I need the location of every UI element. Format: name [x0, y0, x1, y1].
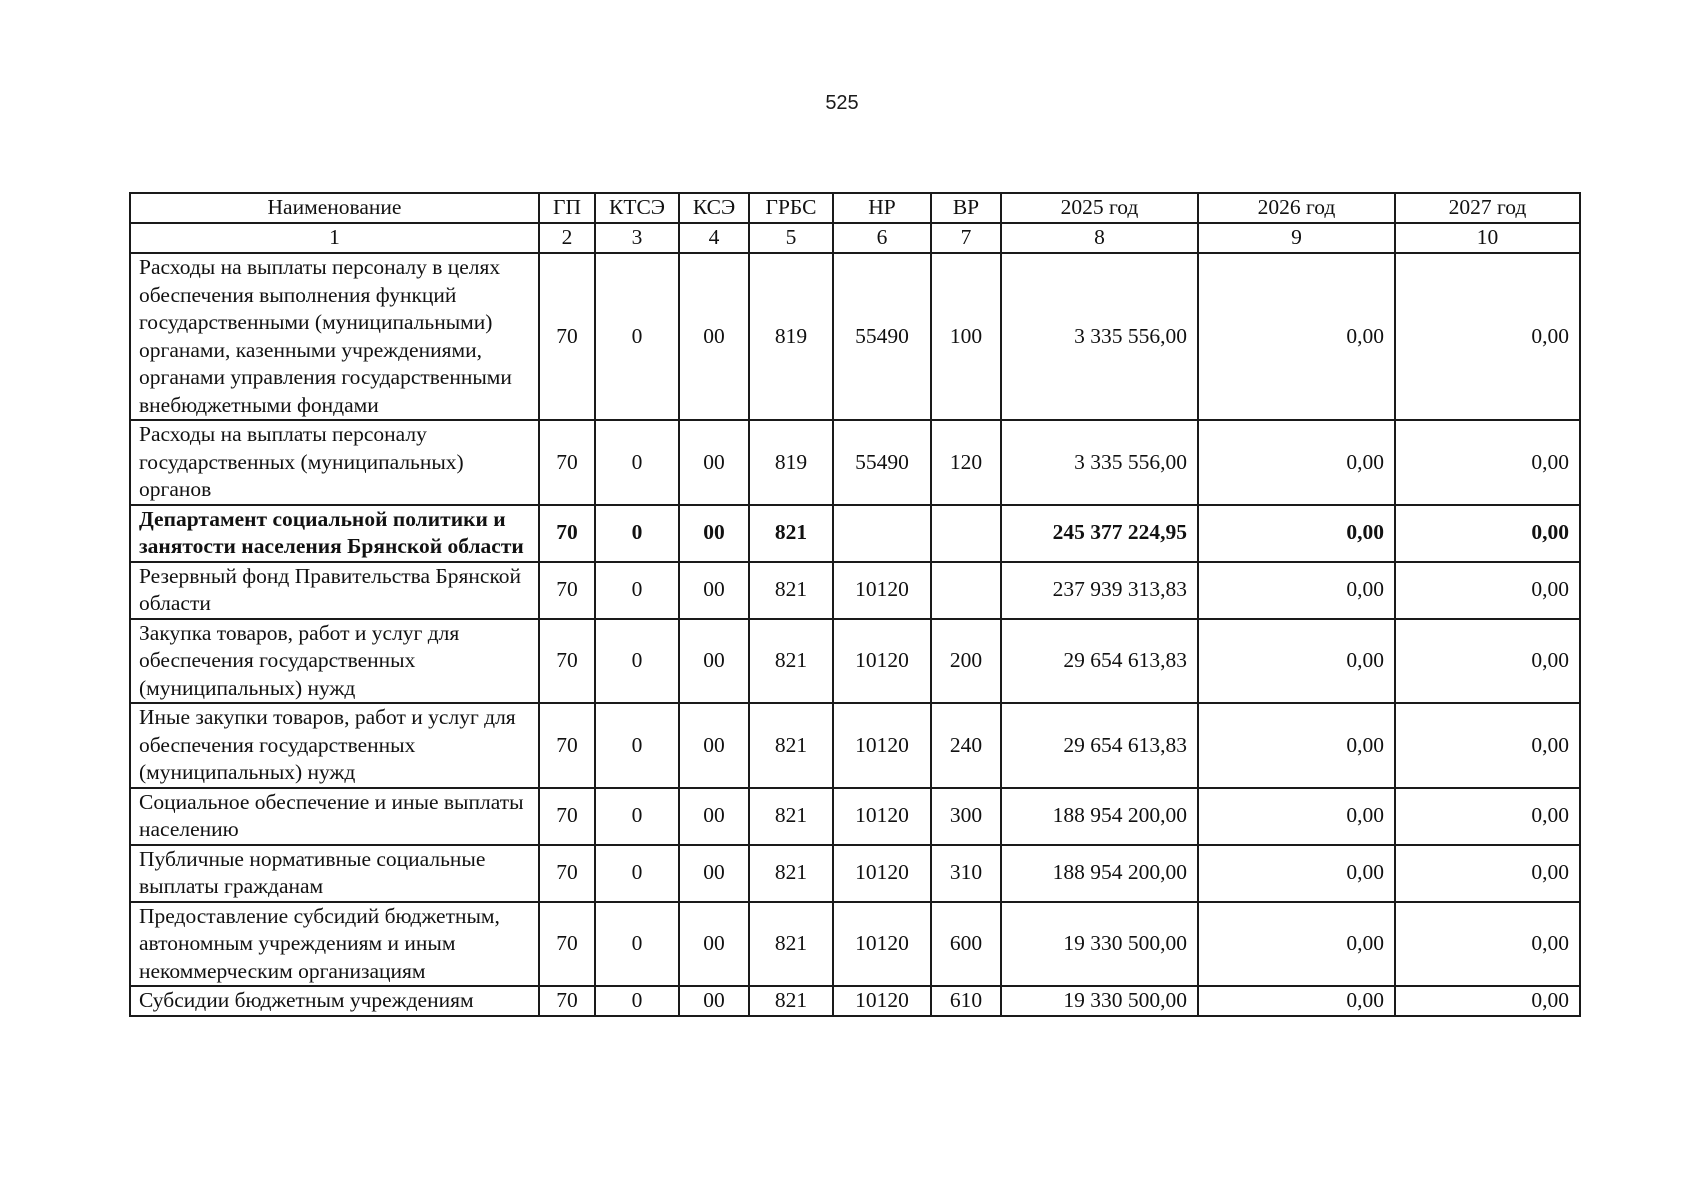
cell-ktse: 0 [595, 505, 679, 562]
cell-2025: 29 654 613,83 [1001, 703, 1198, 788]
cell-2025: 245 377 224,95 [1001, 505, 1198, 562]
cell-gp: 70 [539, 845, 595, 902]
column-header: ГП [539, 193, 595, 223]
table-row [130, 420, 1580, 505]
table-row [130, 788, 1580, 845]
cell-2025: 3 335 556,00 [1001, 253, 1198, 420]
column-header: ВР [931, 193, 1001, 223]
cell-gp: 70 [539, 253, 595, 420]
cell-gp: 70 [539, 902, 595, 987]
cell-name: Иные закупки товаров, работ и услуг для обеспечения государственных (муниципальных) нужд [130, 703, 539, 788]
table-row [130, 505, 1580, 562]
cell-kse: 00 [679, 505, 749, 562]
page-number: 525 [825, 92, 859, 114]
cell-2027: 0,00 [1395, 845, 1580, 902]
cell-nr: 10120 [833, 902, 931, 987]
cell-2025: 29 654 613,83 [1001, 619, 1198, 704]
cell-nr: 10120 [833, 703, 931, 788]
cell-2026: 0,00 [1198, 902, 1395, 987]
header-row [130, 193, 1580, 223]
column-header: 2025 год [1001, 193, 1198, 223]
cell-grbs: 821 [749, 505, 833, 562]
cell-2025: 3 335 556,00 [1001, 420, 1198, 505]
cell-gp: 70 [539, 619, 595, 704]
column-header: 2027 год [1395, 193, 1580, 223]
cell-name: Резервный фонд Правительства Брянской области [130, 562, 539, 619]
cell-kse: 00 [679, 986, 749, 1016]
column-header: ГРБС [749, 193, 833, 223]
column-number: 3 [595, 223, 679, 253]
column-number: 2 [539, 223, 595, 253]
cell-kse: 00 [679, 788, 749, 845]
cell-2027: 0,00 [1395, 253, 1580, 420]
cell-2025: 237 939 313,83 [1001, 562, 1198, 619]
cell-gp: 70 [539, 562, 595, 619]
cell-kse: 00 [679, 253, 749, 420]
cell-2026: 0,00 [1198, 619, 1395, 704]
column-number: 7 [931, 223, 1001, 253]
cell-grbs: 821 [749, 788, 833, 845]
cell-nr: 10120 [833, 845, 931, 902]
cell-vr [931, 562, 1001, 619]
column-number: 8 [1001, 223, 1198, 253]
cell-2026: 0,00 [1198, 253, 1395, 420]
column-header: 2026 год [1198, 193, 1395, 223]
column-number: 4 [679, 223, 749, 253]
cell-name: Расходы на выплаты персоналу в целях обеспечения выполнения функций государственными (муниципальными) органами, казенными учреждениями, органами управления государственными внебюджетными фондами [130, 253, 539, 420]
cell-2027: 0,00 [1395, 505, 1580, 562]
cell-gp: 70 [539, 986, 595, 1016]
cell-nr: 10120 [833, 986, 931, 1016]
table-row [130, 703, 1580, 788]
table-row [130, 845, 1580, 902]
cell-ktse: 0 [595, 845, 679, 902]
cell-kse: 00 [679, 619, 749, 704]
cell-2025: 19 330 500,00 [1001, 986, 1198, 1016]
column-header: КСЭ [679, 193, 749, 223]
cell-2026: 0,00 [1198, 845, 1395, 902]
cell-2026: 0,00 [1198, 505, 1395, 562]
cell-ktse: 0 [595, 619, 679, 704]
cell-kse: 00 [679, 420, 749, 505]
cell-name: Департамент социальной политики и занятости населения Брянской области [130, 505, 539, 562]
cell-vr: 610 [931, 986, 1001, 1016]
cell-vr: 600 [931, 902, 1001, 987]
cell-vr [931, 505, 1001, 562]
cell-vr: 120 [931, 420, 1001, 505]
cell-ktse: 0 [595, 986, 679, 1016]
cell-grbs: 821 [749, 619, 833, 704]
cell-name: Расходы на выплаты персоналу государственных (муниципальных) органов [130, 420, 539, 505]
cell-name: Закупка товаров, работ и услуг для обеспечения государственных (муниципальных) нужд [130, 619, 539, 704]
cell-ktse: 0 [595, 703, 679, 788]
cell-2025: 188 954 200,00 [1001, 788, 1198, 845]
cell-grbs: 819 [749, 420, 833, 505]
cell-nr: 55490 [833, 420, 931, 505]
cell-2027: 0,00 [1395, 986, 1580, 1016]
cell-name: Публичные нормативные социальные выплаты гражданам [130, 845, 539, 902]
cell-grbs: 821 [749, 845, 833, 902]
cell-nr: 10120 [833, 788, 931, 845]
cell-nr [833, 505, 931, 562]
cell-gp: 70 [539, 505, 595, 562]
cell-name: Субсидии бюджетным учреждениям [130, 986, 539, 1016]
cell-ktse: 0 [595, 902, 679, 987]
column-number: 1 [130, 223, 539, 253]
table-row [130, 253, 1580, 420]
cell-ktse: 0 [595, 788, 679, 845]
column-header: НР [833, 193, 931, 223]
cell-2027: 0,00 [1395, 619, 1580, 704]
cell-2027: 0,00 [1395, 562, 1580, 619]
cell-vr: 240 [931, 703, 1001, 788]
cell-2026: 0,00 [1198, 703, 1395, 788]
cell-gp: 70 [539, 703, 595, 788]
table-row [130, 619, 1580, 704]
cell-grbs: 821 [749, 986, 833, 1016]
cell-grbs: 821 [749, 562, 833, 619]
column-number: 9 [1198, 223, 1395, 253]
cell-nr: 10120 [833, 619, 931, 704]
cell-kse: 00 [679, 562, 749, 619]
cell-name: Социальное обеспечение и иные выплаты населению [130, 788, 539, 845]
cell-nr: 10120 [833, 562, 931, 619]
cell-2025: 19 330 500,00 [1001, 902, 1198, 987]
cell-grbs: 819 [749, 253, 833, 420]
cell-2027: 0,00 [1395, 703, 1580, 788]
cell-vr: 310 [931, 845, 1001, 902]
cell-grbs: 821 [749, 703, 833, 788]
table-row [130, 562, 1580, 619]
column-number: 6 [833, 223, 931, 253]
cell-2025: 188 954 200,00 [1001, 845, 1198, 902]
cell-vr: 100 [931, 253, 1001, 420]
column-header: КТСЭ [595, 193, 679, 223]
cell-ktse: 0 [595, 253, 679, 420]
column-number: 5 [749, 223, 833, 253]
cell-2027: 0,00 [1395, 420, 1580, 505]
cell-gp: 70 [539, 788, 595, 845]
cell-name: Предоставление субсидий бюджетным, автономным учреждениям и иным некоммерческим организациям [130, 902, 539, 987]
cell-grbs: 821 [749, 902, 833, 987]
cell-2026: 0,00 [1198, 788, 1395, 845]
column-number: 10 [1395, 223, 1580, 253]
cell-2027: 0,00 [1395, 788, 1580, 845]
cell-vr: 200 [931, 619, 1001, 704]
column-number-row [130, 223, 1580, 253]
cell-ktse: 0 [595, 562, 679, 619]
cell-vr: 300 [931, 788, 1001, 845]
budget-table [129, 192, 1581, 1017]
cell-ktse: 0 [595, 420, 679, 505]
cell-2026: 0,00 [1198, 562, 1395, 619]
cell-kse: 00 [679, 902, 749, 987]
cell-nr: 55490 [833, 253, 931, 420]
cell-2026: 0,00 [1198, 420, 1395, 505]
cell-kse: 00 [679, 845, 749, 902]
column-header: Наименование [130, 193, 539, 223]
cell-2027: 0,00 [1395, 902, 1580, 987]
cell-gp: 70 [539, 420, 595, 505]
cell-2026: 0,00 [1198, 986, 1395, 1016]
cell-kse: 00 [679, 703, 749, 788]
table-row [130, 902, 1580, 987]
table-row [130, 986, 1580, 1016]
